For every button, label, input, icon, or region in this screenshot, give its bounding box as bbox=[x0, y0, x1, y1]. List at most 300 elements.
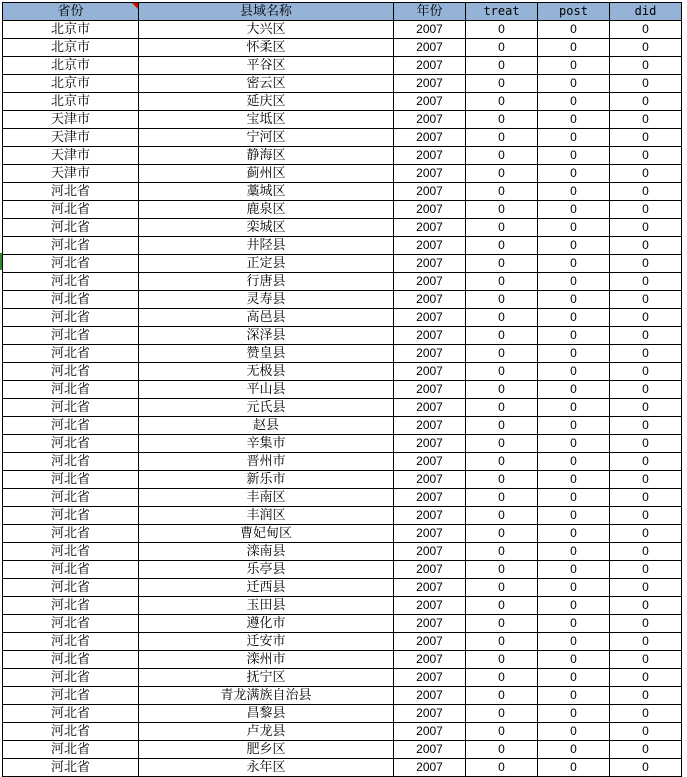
cell-province[interactable]: 北京市 bbox=[3, 57, 139, 75]
cell-post[interactable]: 0 bbox=[538, 615, 610, 633]
cell-treat[interactable]: 0 bbox=[466, 219, 538, 237]
cell-did[interactable]: 0 bbox=[610, 489, 682, 507]
cell-post[interactable]: 0 bbox=[538, 93, 610, 111]
cell-year[interactable]: 2007 bbox=[394, 399, 466, 417]
cell-did[interactable]: 0 bbox=[610, 381, 682, 399]
cell-treat[interactable]: 0 bbox=[466, 309, 538, 327]
header-did-label: did bbox=[634, 4, 657, 18]
cell-province[interactable]: 河北省 bbox=[3, 201, 139, 219]
cell-post[interactable]: 0 bbox=[538, 129, 610, 147]
cell-treat[interactable]: 0 bbox=[466, 741, 538, 759]
header-year[interactable] bbox=[394, 3, 466, 21]
cell-province[interactable]: 北京市 bbox=[3, 39, 139, 57]
cell-county[interactable]: 玉田县 bbox=[139, 597, 394, 615]
cell-treat[interactable]: 0 bbox=[466, 21, 538, 39]
table-row bbox=[3, 147, 682, 165]
cell-province[interactable]: 河北省 bbox=[3, 741, 139, 759]
cell-treat[interactable]: 0 bbox=[466, 759, 538, 777]
cell-post[interactable]: 0 bbox=[538, 39, 610, 57]
table-row bbox=[3, 363, 682, 381]
table-row bbox=[3, 597, 682, 615]
row-selection-marker bbox=[0, 253, 2, 270]
cell-did[interactable]: 0 bbox=[610, 741, 682, 759]
cell-county[interactable]: 迁西县 bbox=[139, 579, 394, 597]
cell-post[interactable]: 0 bbox=[538, 219, 610, 237]
cell-treat[interactable]: 0 bbox=[466, 597, 538, 615]
cell-did[interactable]: 0 bbox=[610, 237, 682, 255]
cell-year[interactable]: 2007 bbox=[394, 291, 466, 309]
cell-did[interactable]: 0 bbox=[610, 435, 682, 453]
cell-province[interactable]: 河北省 bbox=[3, 759, 139, 777]
cell-county[interactable]: 乐亭县 bbox=[139, 561, 394, 579]
cell-treat[interactable]: 0 bbox=[466, 705, 538, 723]
table-row bbox=[3, 201, 682, 219]
cell-treat[interactable]: 0 bbox=[466, 651, 538, 669]
cell-did[interactable]: 0 bbox=[610, 309, 682, 327]
cell-county[interactable]: 鹿泉区 bbox=[139, 201, 394, 219]
cell-did[interactable]: 0 bbox=[610, 705, 682, 723]
cell-province[interactable]: 河北省 bbox=[3, 543, 139, 561]
cell-post[interactable]: 0 bbox=[538, 21, 610, 39]
cell-did[interactable]: 0 bbox=[610, 57, 682, 75]
cell-province[interactable]: 河北省 bbox=[3, 651, 139, 669]
cell-county[interactable]: 抚宁区 bbox=[139, 669, 394, 687]
table-row bbox=[3, 21, 682, 39]
table-row bbox=[3, 309, 682, 327]
cell-did[interactable]: 0 bbox=[610, 165, 682, 183]
cell-year[interactable]: 2007 bbox=[394, 93, 466, 111]
cell-year[interactable]: 2007 bbox=[394, 759, 466, 777]
cell-did[interactable]: 0 bbox=[610, 543, 682, 561]
cell-year[interactable]: 2007 bbox=[394, 687, 466, 705]
cell-year[interactable]: 2007 bbox=[394, 471, 466, 489]
cell-did[interactable]: 0 bbox=[610, 147, 682, 165]
cell-post[interactable]: 0 bbox=[538, 723, 610, 741]
table-row bbox=[3, 129, 682, 147]
cell-treat[interactable]: 0 bbox=[466, 327, 538, 345]
cell-did[interactable]: 0 bbox=[610, 417, 682, 435]
cell-year[interactable]: 2007 bbox=[394, 129, 466, 147]
cell-year[interactable]: 2007 bbox=[394, 705, 466, 723]
cell-county[interactable]: 宝坻区 bbox=[139, 111, 394, 129]
header-county-label: 县域名称 bbox=[239, 4, 292, 19]
cell-post[interactable]: 0 bbox=[538, 111, 610, 129]
cell-province[interactable]: 河北省 bbox=[3, 453, 139, 471]
cell-province[interactable]: 河北省 bbox=[3, 255, 139, 273]
cell-treat[interactable]: 0 bbox=[466, 579, 538, 597]
cell-did[interactable]: 0 bbox=[610, 291, 682, 309]
cell-province[interactable]: 河北省 bbox=[3, 687, 139, 705]
cell-county[interactable]: 晋州市 bbox=[139, 453, 394, 471]
cell-post[interactable]: 0 bbox=[538, 381, 610, 399]
cell-year[interactable]: 2007 bbox=[394, 57, 466, 75]
cell-county[interactable]: 高邑县 bbox=[139, 309, 394, 327]
header-row bbox=[3, 3, 682, 21]
header-province[interactable] bbox=[3, 3, 139, 21]
cell-county[interactable]: 蓟州区 bbox=[139, 165, 394, 183]
cell-treat[interactable]: 0 bbox=[466, 255, 538, 273]
cell-did[interactable]: 0 bbox=[610, 633, 682, 651]
cell-county[interactable]: 滦南县 bbox=[139, 543, 394, 561]
cell-post[interactable]: 0 bbox=[538, 669, 610, 687]
cell-year[interactable]: 2007 bbox=[394, 363, 466, 381]
cell-treat[interactable]: 0 bbox=[466, 57, 538, 75]
cell-year[interactable]: 2007 bbox=[394, 21, 466, 39]
cell-province[interactable]: 河北省 bbox=[3, 471, 139, 489]
cell-did[interactable]: 0 bbox=[610, 21, 682, 39]
cell-did[interactable]: 0 bbox=[610, 201, 682, 219]
cell-county[interactable]: 栾城区 bbox=[139, 219, 394, 237]
cell-treat[interactable]: 0 bbox=[466, 561, 538, 579]
cell-year[interactable]: 2007 bbox=[394, 561, 466, 579]
table-row bbox=[3, 669, 682, 687]
cell-did[interactable]: 0 bbox=[610, 687, 682, 705]
cell-county[interactable]: 藁城区 bbox=[139, 183, 394, 201]
cell-post[interactable]: 0 bbox=[538, 201, 610, 219]
cell-did[interactable]: 0 bbox=[610, 579, 682, 597]
cell-province[interactable]: 河北省 bbox=[3, 183, 139, 201]
table-row bbox=[3, 381, 682, 399]
cell-year[interactable]: 2007 bbox=[394, 75, 466, 93]
cell-treat[interactable]: 0 bbox=[466, 489, 538, 507]
cell-treat[interactable]: 0 bbox=[466, 471, 538, 489]
cell-post[interactable]: 0 bbox=[538, 327, 610, 345]
cell-did[interactable]: 0 bbox=[610, 129, 682, 147]
cell-year[interactable]: 2007 bbox=[394, 615, 466, 633]
cell-year[interactable]: 2007 bbox=[394, 381, 466, 399]
cell-treat[interactable]: 0 bbox=[466, 381, 538, 399]
cell-year[interactable]: 2007 bbox=[394, 525, 466, 543]
cell-treat[interactable]: 0 bbox=[466, 633, 538, 651]
cell-year[interactable]: 2007 bbox=[394, 507, 466, 525]
cell-treat[interactable]: 0 bbox=[466, 147, 538, 165]
cell-post[interactable]: 0 bbox=[538, 453, 610, 471]
cell-year[interactable]: 2007 bbox=[394, 147, 466, 165]
cell-did[interactable]: 0 bbox=[610, 255, 682, 273]
cell-province[interactable]: 河北省 bbox=[3, 345, 139, 363]
cell-county[interactable]: 永年区 bbox=[139, 759, 394, 777]
cell-province[interactable]: 天津市 bbox=[3, 129, 139, 147]
cell-county[interactable]: 赵县 bbox=[139, 417, 394, 435]
table-row bbox=[3, 111, 682, 129]
cell-year[interactable]: 2007 bbox=[394, 255, 466, 273]
table-row bbox=[3, 705, 682, 723]
cell-did[interactable]: 0 bbox=[610, 111, 682, 129]
cell-year[interactable]: 2007 bbox=[394, 543, 466, 561]
cell-province[interactable]: 河北省 bbox=[3, 273, 139, 291]
cell-province[interactable]: 河北省 bbox=[3, 633, 139, 651]
cell-post[interactable]: 0 bbox=[538, 705, 610, 723]
cell-province[interactable]: 天津市 bbox=[3, 165, 139, 183]
cell-province[interactable]: 河北省 bbox=[3, 669, 139, 687]
cell-year[interactable]: 2007 bbox=[394, 165, 466, 183]
cell-county[interactable]: 大兴区 bbox=[139, 21, 394, 39]
cell-year[interactable]: 2007 bbox=[394, 39, 466, 57]
cell-post[interactable]: 0 bbox=[538, 309, 610, 327]
cell-province[interactable]: 河北省 bbox=[3, 597, 139, 615]
cell-county[interactable]: 赞皇县 bbox=[139, 345, 394, 363]
cell-post[interactable]: 0 bbox=[538, 57, 610, 75]
table-row bbox=[3, 237, 682, 255]
cell-post[interactable]: 0 bbox=[538, 543, 610, 561]
cell-county[interactable]: 井陉县 bbox=[139, 237, 394, 255]
cell-did[interactable]: 0 bbox=[610, 39, 682, 57]
table-row bbox=[3, 651, 682, 669]
cell-county[interactable]: 正定县 bbox=[139, 255, 394, 273]
cell-county[interactable]: 行唐县 bbox=[139, 273, 394, 291]
table-row bbox=[3, 345, 682, 363]
cell-county[interactable]: 元氏县 bbox=[139, 399, 394, 417]
table-row bbox=[3, 57, 682, 75]
cell-county[interactable]: 灵寿县 bbox=[139, 291, 394, 309]
cell-post[interactable]: 0 bbox=[538, 471, 610, 489]
spreadsheet-grid bbox=[2, 2, 682, 777]
cell-did[interactable]: 0 bbox=[610, 93, 682, 111]
cell-county[interactable]: 曹妃甸区 bbox=[139, 525, 394, 543]
cell-treat[interactable]: 0 bbox=[466, 543, 538, 561]
table-body bbox=[3, 21, 682, 777]
cell-year[interactable]: 2007 bbox=[394, 273, 466, 291]
cell-post[interactable]: 0 bbox=[538, 183, 610, 201]
cell-post[interactable]: 0 bbox=[538, 489, 610, 507]
cell-post[interactable]: 0 bbox=[538, 507, 610, 525]
cell-province[interactable]: 天津市 bbox=[3, 111, 139, 129]
cell-did[interactable]: 0 bbox=[610, 345, 682, 363]
cell-province[interactable]: 河北省 bbox=[3, 399, 139, 417]
cell-post[interactable]: 0 bbox=[538, 759, 610, 777]
cell-treat[interactable]: 0 bbox=[466, 183, 538, 201]
cell-province[interactable]: 北京市 bbox=[3, 75, 139, 93]
cell-did[interactable]: 0 bbox=[610, 597, 682, 615]
cell-county[interactable]: 卢龙县 bbox=[139, 723, 394, 741]
cell-province[interactable]: 河北省 bbox=[3, 363, 139, 381]
cell-treat[interactable]: 0 bbox=[466, 687, 538, 705]
cell-province[interactable]: 河北省 bbox=[3, 435, 139, 453]
cell-county[interactable]: 丰南区 bbox=[139, 489, 394, 507]
cell-year[interactable]: 2007 bbox=[394, 327, 466, 345]
cell-post[interactable]: 0 bbox=[538, 633, 610, 651]
cell-year[interactable]: 2007 bbox=[394, 237, 466, 255]
table-row bbox=[3, 453, 682, 471]
table-row bbox=[3, 723, 682, 741]
table-row bbox=[3, 75, 682, 93]
cell-treat[interactable]: 0 bbox=[466, 669, 538, 687]
cell-post[interactable]: 0 bbox=[538, 255, 610, 273]
cell-treat[interactable]: 0 bbox=[466, 345, 538, 363]
cell-year[interactable]: 2007 bbox=[394, 435, 466, 453]
cell-year[interactable]: 2007 bbox=[394, 597, 466, 615]
cell-county[interactable]: 肥乡区 bbox=[139, 741, 394, 759]
cell-did[interactable]: 0 bbox=[610, 453, 682, 471]
cell-province[interactable]: 河北省 bbox=[3, 327, 139, 345]
cell-year[interactable]: 2007 bbox=[394, 579, 466, 597]
table-row bbox=[3, 579, 682, 597]
cell-province[interactable]: 河北省 bbox=[3, 417, 139, 435]
cell-year[interactable]: 2007 bbox=[394, 345, 466, 363]
cell-post[interactable]: 0 bbox=[538, 435, 610, 453]
data-table bbox=[2, 2, 682, 777]
cell-post[interactable]: 0 bbox=[538, 525, 610, 543]
cell-treat[interactable]: 0 bbox=[466, 399, 538, 417]
cell-county[interactable]: 平山县 bbox=[139, 381, 394, 399]
cell-treat[interactable]: 0 bbox=[466, 417, 538, 435]
header-county[interactable] bbox=[139, 3, 394, 21]
table-row bbox=[3, 435, 682, 453]
cell-county[interactable]: 静海区 bbox=[139, 147, 394, 165]
cell-post[interactable]: 0 bbox=[538, 399, 610, 417]
cell-year[interactable]: 2007 bbox=[394, 201, 466, 219]
cell-province[interactable]: 河北省 bbox=[3, 381, 139, 399]
cell-county[interactable]: 无极县 bbox=[139, 363, 394, 381]
cell-did[interactable]: 0 bbox=[610, 615, 682, 633]
table-row bbox=[3, 615, 682, 633]
cell-year[interactable]: 2007 bbox=[394, 219, 466, 237]
cell-county[interactable]: 遵化市 bbox=[139, 615, 394, 633]
cell-did[interactable]: 0 bbox=[610, 327, 682, 345]
cell-county[interactable]: 滦州市 bbox=[139, 651, 394, 669]
cell-post[interactable]: 0 bbox=[538, 417, 610, 435]
cell-post[interactable]: 0 bbox=[538, 237, 610, 255]
cell-county[interactable]: 青龙满族自治县 bbox=[139, 687, 394, 705]
cell-treat[interactable]: 0 bbox=[466, 237, 538, 255]
table-row bbox=[3, 183, 682, 201]
cell-post[interactable]: 0 bbox=[538, 579, 610, 597]
table-row bbox=[3, 759, 682, 777]
cell-county[interactable]: 深泽县 bbox=[139, 327, 394, 345]
table-row bbox=[3, 633, 682, 651]
cell-did[interactable]: 0 bbox=[610, 507, 682, 525]
cell-province[interactable]: 天津市 bbox=[3, 147, 139, 165]
cell-year[interactable]: 2007 bbox=[394, 453, 466, 471]
cell-province[interactable]: 河北省 bbox=[3, 291, 139, 309]
cell-treat[interactable]: 0 bbox=[466, 291, 538, 309]
cell-year[interactable]: 2007 bbox=[394, 489, 466, 507]
cell-treat[interactable]: 0 bbox=[466, 165, 538, 183]
cell-did[interactable]: 0 bbox=[610, 183, 682, 201]
cell-province[interactable]: 河北省 bbox=[3, 723, 139, 741]
cell-post[interactable]: 0 bbox=[538, 147, 610, 165]
cell-did[interactable]: 0 bbox=[610, 75, 682, 93]
cell-did[interactable]: 0 bbox=[610, 219, 682, 237]
cell-did[interactable]: 0 bbox=[610, 669, 682, 687]
cell-province[interactable]: 河北省 bbox=[3, 309, 139, 327]
cell-did[interactable]: 0 bbox=[610, 399, 682, 417]
table-row bbox=[3, 741, 682, 759]
cell-treat[interactable]: 0 bbox=[466, 507, 538, 525]
cell-year[interactable]: 2007 bbox=[394, 669, 466, 687]
cell-did[interactable]: 0 bbox=[610, 723, 682, 741]
cell-post[interactable]: 0 bbox=[538, 561, 610, 579]
cell-treat[interactable]: 0 bbox=[466, 273, 538, 291]
cell-year[interactable]: 2007 bbox=[394, 741, 466, 759]
cell-province[interactable]: 河北省 bbox=[3, 561, 139, 579]
cell-post[interactable]: 0 bbox=[538, 165, 610, 183]
cell-year[interactable]: 2007 bbox=[394, 183, 466, 201]
cell-province[interactable]: 河北省 bbox=[3, 489, 139, 507]
cell-treat[interactable]: 0 bbox=[466, 39, 538, 57]
header-did[interactable] bbox=[610, 3, 682, 21]
table-row bbox=[3, 471, 682, 489]
cell-county[interactable]: 平谷区 bbox=[139, 57, 394, 75]
cell-province[interactable]: 河北省 bbox=[3, 219, 139, 237]
cell-did[interactable]: 0 bbox=[610, 561, 682, 579]
cell-county[interactable]: 密云区 bbox=[139, 75, 394, 93]
cell-county[interactable]: 丰润区 bbox=[139, 507, 394, 525]
table-row bbox=[3, 561, 682, 579]
cell-did[interactable]: 0 bbox=[610, 273, 682, 291]
table-row bbox=[3, 93, 682, 111]
cell-treat[interactable]: 0 bbox=[466, 723, 538, 741]
cell-year[interactable]: 2007 bbox=[394, 111, 466, 129]
cell-did[interactable]: 0 bbox=[610, 363, 682, 381]
cell-treat[interactable]: 0 bbox=[466, 435, 538, 453]
cell-province[interactable]: 河北省 bbox=[3, 705, 139, 723]
cell-county[interactable]: 宁河区 bbox=[139, 129, 394, 147]
cell-did[interactable]: 0 bbox=[610, 471, 682, 489]
cell-post[interactable]: 0 bbox=[538, 741, 610, 759]
cell-treat[interactable]: 0 bbox=[466, 201, 538, 219]
cell-treat[interactable]: 0 bbox=[466, 453, 538, 471]
header-post[interactable] bbox=[538, 3, 610, 21]
cell-did[interactable]: 0 bbox=[610, 651, 682, 669]
cell-province[interactable]: 北京市 bbox=[3, 21, 139, 39]
cell-post[interactable]: 0 bbox=[538, 687, 610, 705]
cell-post[interactable]: 0 bbox=[538, 597, 610, 615]
cell-post[interactable]: 0 bbox=[538, 651, 610, 669]
cell-post[interactable]: 0 bbox=[538, 273, 610, 291]
cell-treat[interactable]: 0 bbox=[466, 75, 538, 93]
cell-year[interactable]: 2007 bbox=[394, 633, 466, 651]
cell-treat[interactable]: 0 bbox=[466, 111, 538, 129]
cell-treat[interactable]: 0 bbox=[466, 93, 538, 111]
cell-province[interactable]: 河北省 bbox=[3, 507, 139, 525]
cell-treat[interactable]: 0 bbox=[466, 363, 538, 381]
cell-post[interactable]: 0 bbox=[538, 345, 610, 363]
cell-county[interactable]: 怀柔区 bbox=[139, 39, 394, 57]
table-row bbox=[3, 291, 682, 309]
comment-indicator-icon[interactable] bbox=[132, 3, 138, 9]
cell-county[interactable]: 延庆区 bbox=[139, 93, 394, 111]
table-row bbox=[3, 417, 682, 435]
cell-province[interactable]: 北京市 bbox=[3, 93, 139, 111]
cell-year[interactable]: 2007 bbox=[394, 309, 466, 327]
cell-province[interactable]: 河北省 bbox=[3, 615, 139, 633]
cell-post[interactable]: 0 bbox=[538, 291, 610, 309]
cell-treat[interactable]: 0 bbox=[466, 525, 538, 543]
cell-year[interactable]: 2007 bbox=[394, 417, 466, 435]
cell-post[interactable]: 0 bbox=[538, 75, 610, 93]
cell-county[interactable]: 迁安市 bbox=[139, 633, 394, 651]
table-row bbox=[3, 219, 682, 237]
cell-treat[interactable]: 0 bbox=[466, 615, 538, 633]
cell-province[interactable]: 河北省 bbox=[3, 237, 139, 255]
cell-county[interactable]: 昌黎县 bbox=[139, 705, 394, 723]
cell-did[interactable]: 0 bbox=[610, 525, 682, 543]
cell-province[interactable]: 河北省 bbox=[3, 525, 139, 543]
cell-post[interactable]: 0 bbox=[538, 363, 610, 381]
table-row bbox=[3, 399, 682, 417]
cell-county[interactable]: 辛集市 bbox=[139, 435, 394, 453]
table-row bbox=[3, 255, 682, 273]
cell-province[interactable]: 河北省 bbox=[3, 579, 139, 597]
cell-treat[interactable]: 0 bbox=[466, 129, 538, 147]
cell-did[interactable]: 0 bbox=[610, 759, 682, 777]
header-treat[interactable] bbox=[466, 3, 538, 21]
table-row bbox=[3, 327, 682, 345]
cell-county[interactable]: 新乐市 bbox=[139, 471, 394, 489]
cell-year[interactable]: 2007 bbox=[394, 651, 466, 669]
cell-year[interactable]: 2007 bbox=[394, 723, 466, 741]
